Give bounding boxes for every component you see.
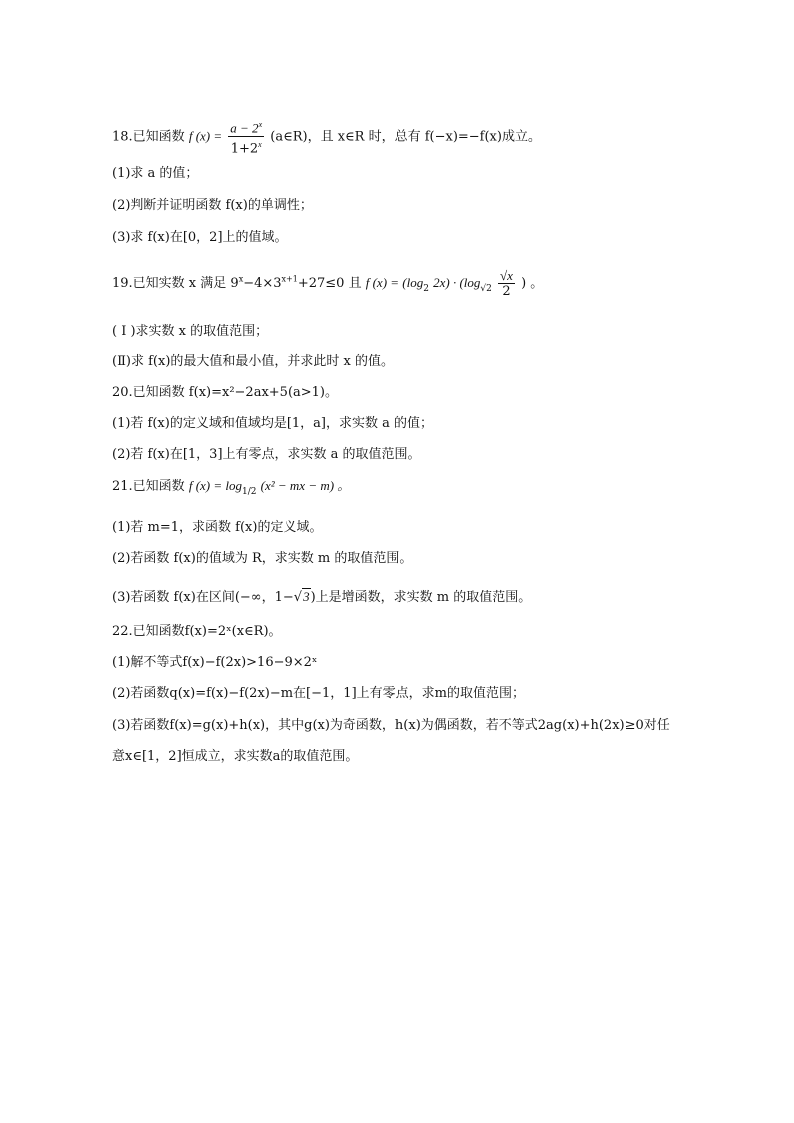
inequality-term-a-exp: x <box>238 274 244 284</box>
problem-19-part-1: ( Ⅰ )求实数 x 的取值范围； <box>112 324 269 339</box>
problem-22-stem: 22.已知函数f(x)=2ˣ(x∈R)。 <box>112 624 282 639</box>
fraction-denominator: 1+2 <box>230 141 259 157</box>
problem-21-part-3-a: (3)若函数 f(x)在区间(−∞，1− <box>112 590 294 605</box>
problem-19-part-2: (Ⅱ)求 f(x)的最大值和最小值，并求此时 x 的值。 <box>112 354 394 369</box>
problem-18-part-1: (1)求 a 的值； <box>112 166 199 181</box>
problem-22-part-3-line-1: (3)若函数f(x)=g(x)+h(x)，其中g(x)为奇函数，h(x)为偶函数，若不等式2ag(x)+h(2x)≥0对任 <box>112 718 670 733</box>
inequality-term-a: 9 <box>230 276 239 291</box>
problem-19-fraction <box>498 268 515 299</box>
problem-18-stem <box>112 117 541 157</box>
sqrt-symbol: √ <box>293 590 303 605</box>
inequality-term-b: −4×3 <box>243 276 282 291</box>
problem-21-argument: (x² − mx − m) 。 <box>260 478 351 493</box>
problem-21-part-2: (2)若函数 f(x)的值域为 R，求实数 m 的取值范围。 <box>112 551 413 566</box>
problem-21-function: f (x) = log <box>188 478 243 493</box>
problem-18-function: f (x) = <box>188 128 223 144</box>
problem-22-part-1: (1)解不等式f(x)−f(2x)>16−9×2ˣ <box>112 655 318 670</box>
problem-21-stem <box>112 477 350 501</box>
problem-19-mid: 2x) · (log <box>433 275 481 290</box>
problem-20-stem: 20.已知函数 f(x)=x²−2ax+5(a>1)。 <box>112 385 338 400</box>
log-base: 1/2 <box>242 487 257 497</box>
problem-22-part-3-line-2: 意x∈[1，2]恒成立，求实数a的取值范围。 <box>112 749 359 764</box>
inequality-term-b-exp: x+1 <box>281 274 298 284</box>
problem-20-part-2: (2)若 f(x)在[1，3]上有零点，求实数 a 的取值范围。 <box>112 447 421 462</box>
fraction-numerator: a − 2 <box>230 120 259 136</box>
problem-19-lead: 19.已知实数 x 满足 <box>112 276 227 291</box>
fraction-numerator: √x <box>500 268 513 283</box>
problem-18-fraction <box>228 117 264 157</box>
problem-18-condition: (a∈R)，且 x∈R 时，总有 f(−x)=−f(x)成立。 <box>270 129 541 145</box>
problem-21-part-3-b: )上是增函数，求实数 m 的取值范围。 <box>310 590 532 605</box>
problem-22-part-2: (2)若函数q(x)=f(x)−f(2x)−m在[−1，1]上有零点，求m的取值范围； <box>112 686 525 701</box>
log-base-1: 2 <box>423 284 429 294</box>
inequality-term-c: +27≤0 且 <box>297 276 362 291</box>
problem-20-part-1: (1)若 f(x)的定义域和值域均是[1，a]，求实数 a 的值； <box>112 416 434 431</box>
log-base-2: √2 <box>480 284 492 294</box>
numerator-exponent: x <box>258 120 263 129</box>
problem-19-end: ) 。 <box>521 276 544 291</box>
problem-18-lead: 18.已知函数 <box>112 129 185 145</box>
denominator-exponent: x <box>258 140 262 150</box>
problem-21-part-1: (1)若 m=1，求函数 f(x)的定义域。 <box>112 520 323 535</box>
problem-19-stem <box>112 268 543 299</box>
problem-18-part-3: (3)求 f(x)在[0，2]上的值域。 <box>112 230 288 245</box>
problem-19-function: f (x) = (log <box>365 275 424 290</box>
fraction-denominator: 2 <box>502 284 511 299</box>
sqrt-radicand: 3 <box>303 589 310 604</box>
problem-21-part-3 <box>112 588 531 607</box>
problem-18-part-2: (2)判断并证明函数 f(x)的单调性； <box>112 198 313 213</box>
problem-21-lead: 21.已知函数 <box>112 479 185 494</box>
